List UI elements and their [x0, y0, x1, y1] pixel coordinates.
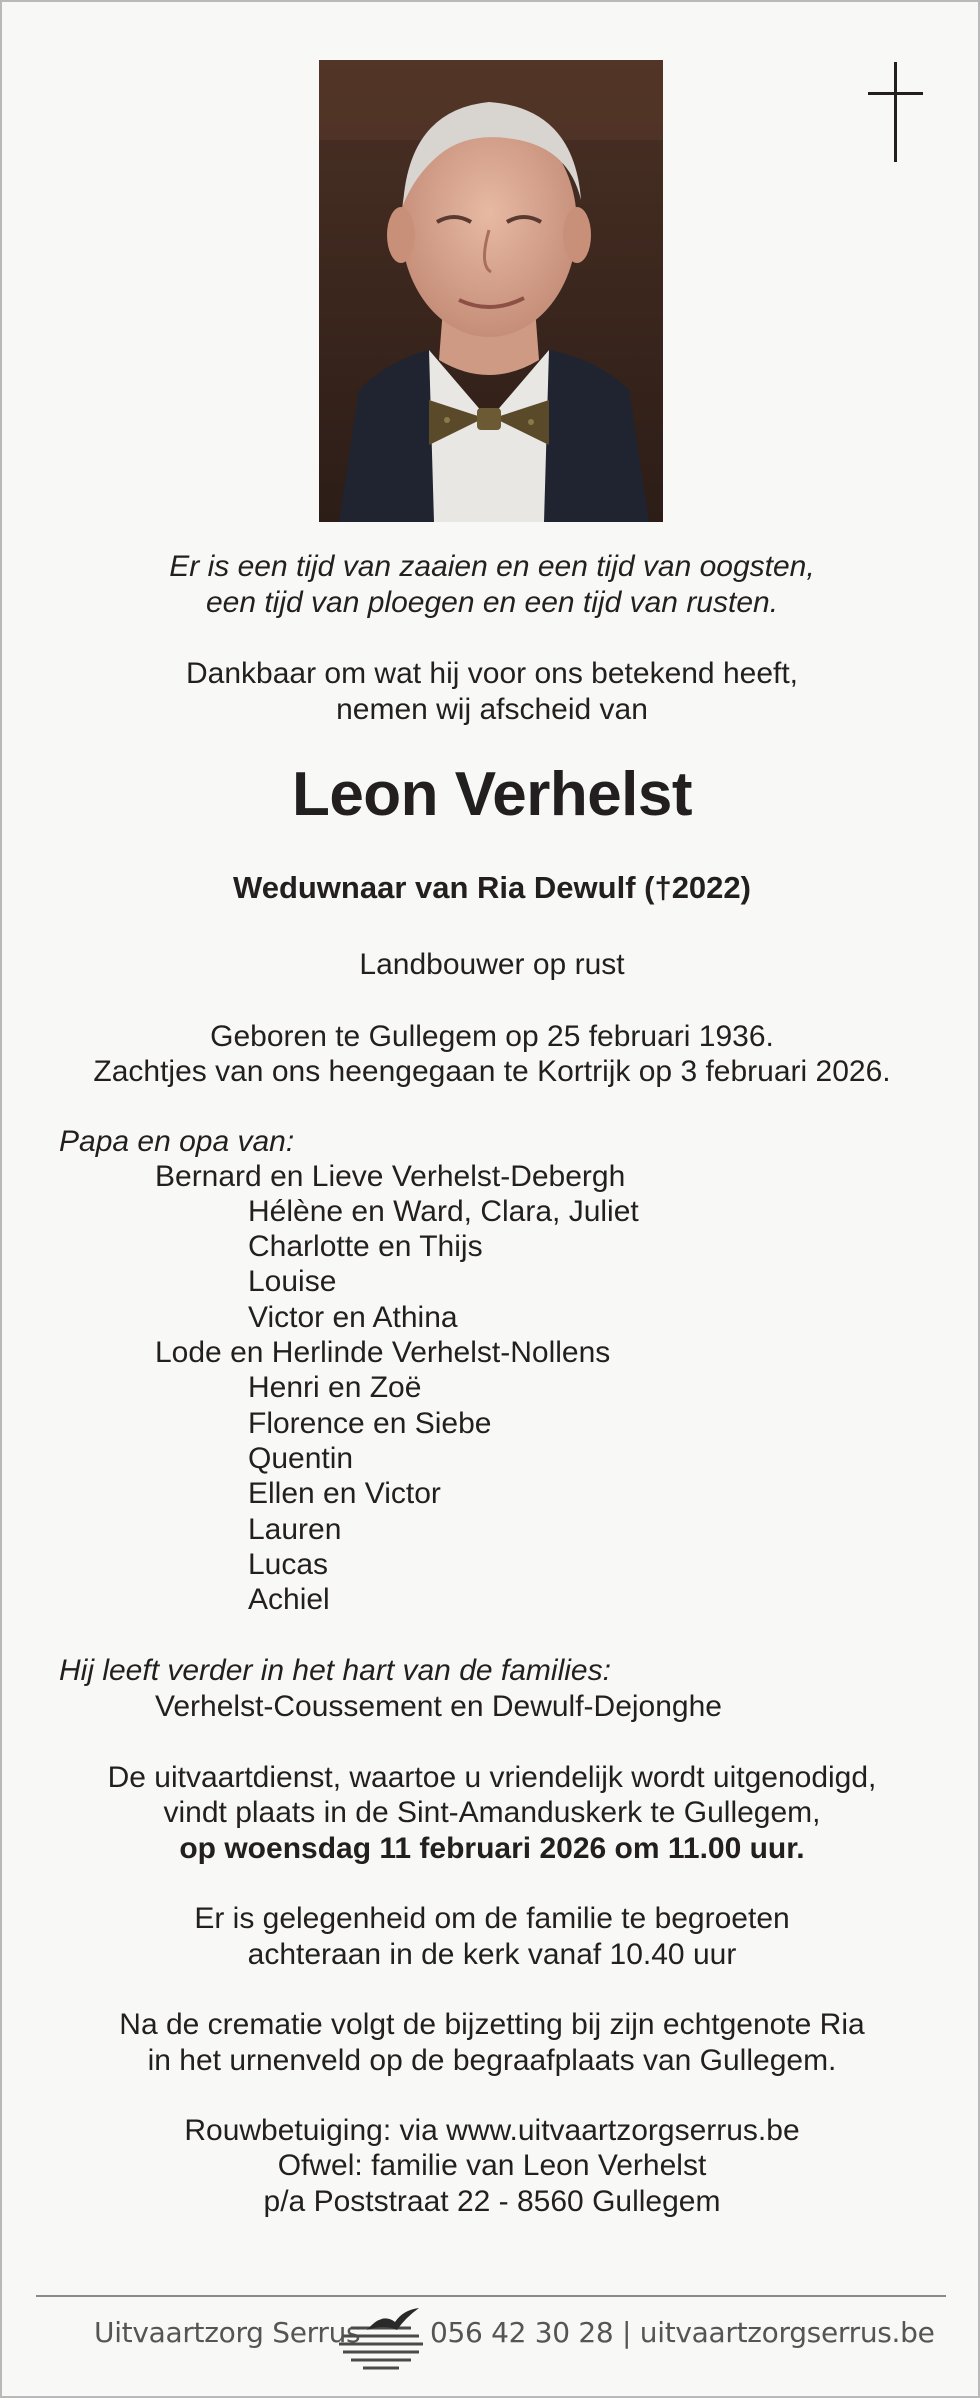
- family-child: Lauren: [248, 1513, 342, 1546]
- burial-line: Na de crematie volgt de bijzetting bij zijn echtgenote Ria: [119, 2008, 865, 2041]
- family-child: Ellen en Victor: [248, 1477, 441, 1510]
- family-child: Victor en Athina: [248, 1301, 458, 1334]
- family-heading: Papa en opa van:: [59, 1125, 295, 1158]
- families-heading: Hij leeft verder in het hart van de families:: [59, 1654, 611, 1687]
- death-line: Zachtjes van ons heengegaan te Kortrijk op 3 februari 2026.: [93, 1055, 891, 1088]
- quote-line: een tijd van ploegen en een tijd van rusten.: [205, 586, 779, 619]
- deceased-name: Leon Verhelst: [291, 760, 693, 829]
- greeting-line: achteraan in de kerk vanaf 10.40 uur: [247, 1938, 737, 1971]
- service-date: op woensdag 11 februari 2026 om 11.00 uur.: [179, 1832, 805, 1865]
- footer-company: Uitvaartzorg Serrus: [94, 2316, 361, 2349]
- condolence-address: p/a Poststraat 22 - 8560 Gullegem: [263, 2185, 721, 2218]
- footer-contact: 056 42 30 28 | uitvaartzorgserrus.be: [430, 2316, 935, 2349]
- family-child: Henri en Zoë: [248, 1371, 422, 1404]
- seagull-logo-icon: [337, 2298, 425, 2382]
- family-child: Charlotte en Thijs: [248, 1230, 483, 1263]
- portrait-photo: [319, 60, 663, 522]
- family-child: Achiel: [248, 1583, 330, 1616]
- intro-line: nemen wij afscheid van: [336, 693, 648, 726]
- family-parents: Bernard en Lieve Verhelst-Debergh: [155, 1160, 626, 1193]
- widower-line: Weduwnaar van Ria Dewulf (†2022): [233, 870, 751, 905]
- birth-line: Geboren te Gullegem op 25 februari 1936.: [210, 1020, 774, 1053]
- intro-line: Dankbaar om wat hij voor ons betekend heeft,: [185, 657, 799, 690]
- footer-divider: [36, 2295, 946, 2297]
- occupation: Landbouwer op rust: [359, 948, 625, 981]
- family-child: Quentin: [248, 1442, 354, 1475]
- families-names: Verhelst-Coussement en Dewulf-Dejonghe: [155, 1690, 722, 1723]
- family-child: Lucas: [248, 1548, 329, 1581]
- family-parents: Lode en Herlinde Verhelst-Nollens: [155, 1336, 611, 1369]
- family-child: Louise: [248, 1265, 337, 1298]
- service-line: vindt plaats in de Sint-Amanduskerk te Gullegem,: [163, 1796, 821, 1829]
- family-child: Hélène en Ward, Clara, Juliet: [248, 1195, 639, 1228]
- quote-line: Er is een tijd van zaaien en een tijd van oogsten,: [169, 550, 815, 583]
- service-line: De uitvaartdienst, waartoe u vriendelijk wordt uitgenodigd,: [107, 1761, 877, 1794]
- condolence-line: Rouwbetuiging: via www.uitvaartzorgserrus.be: [184, 2114, 800, 2147]
- family-child: Florence en Siebe: [248, 1407, 492, 1440]
- burial-line: in het urnenveld op de begraafplaats van Gullegem.: [147, 2044, 837, 2077]
- greeting-line: Er is gelegenheid om de familie te begroeten: [194, 1902, 790, 1935]
- cross-icon: [866, 62, 926, 162]
- condolence-line: Ofwel: familie van Leon Verhelst: [277, 2149, 707, 2182]
